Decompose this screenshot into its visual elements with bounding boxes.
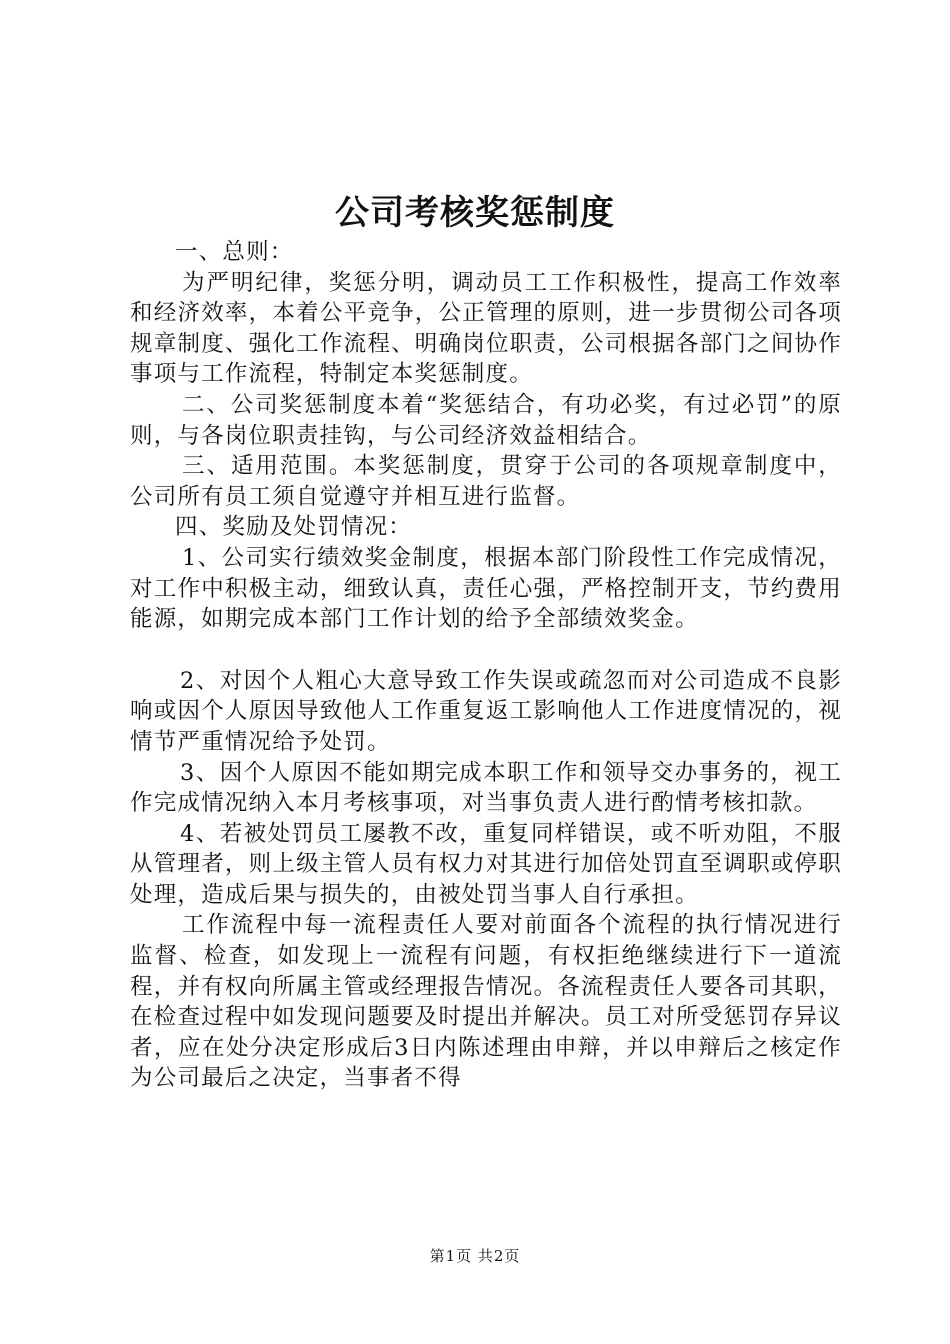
document-title: 公司考核奖惩制度: [335, 193, 615, 233]
paragraph-item-4: 4、若被处罚员工屡教不改，重复同样错误，或不听劝阻，不服从管理者，则上级主管人员有权力对其进行加倍处罚直至调职或停职处理，造成后果与损失的，由被处罚当事人自行承担。: [130, 820, 842, 908]
paragraph-workflow: 工作流程中每一流程责任人要对前面各个流程的执行情况进行监督、检查，如发现上一流程有问题，有权拒绝继续进行下一道流程，并有权向所属主管或经理报告情况。各流程责任人要各司其职，在检查过程中如发现问题要及时提出并解决。员工对所受惩罚存异议者，应在处分决定形成后3日内陈述理由申辩，并以申辩后之核定作为公司最后之决定，当事者不得: [130, 912, 842, 1092]
section-heading-rewards-penalties: 四、奖励及处罚情况：: [175, 514, 413, 541]
paragraph-item-2: 2、对因个人粗心大意导致工作失误或疏忽而对公司造成不良影响或因个人原因导致他人工作重复返工影响他人工作进度情况的，视情节严重情况给予处罚。: [130, 667, 842, 755]
paragraph-scope: 三、适用范围。本奖惩制度，贯穿于公司的各项规章制度中，公司所有员工须自觉遵守并相互进行监督。: [130, 453, 842, 510]
section-heading-general: 一、总则：: [175, 239, 294, 265]
paragraph-purpose: 为严明纪律，奖惩分明，调动员工工作积极性，提高工作效率和经济效率，本着公平竞争，公正管理的原则，进一步贯彻公司各项规章制度、强化工作流程、明确岗位职责，公司根据各部门之间协作事项与工作流程，特制定本奖惩制度。: [130, 269, 842, 388]
paragraph-principle: 二、公司奖惩制度本着“奖惩结合，有功必奖，有过必罚”的原则，与各岗位职责挂钩，与公司经济效益相结合。: [130, 391, 842, 449]
page-footer: 第1页 共2页: [429, 1247, 521, 1265]
paragraph-spacer: [130, 635, 842, 666]
paragraph-item-3: 3、因个人原因不能如期完成本职工作和领导交办事务的，视工作完成情况纳入本月考核事项，对当事负责人进行酌情考核扣款。: [130, 759, 842, 817]
document-body: [130, 237, 842, 1094]
paragraph-item-1: 1、公司实行绩效奖金制度，根据本部门阶段性工作完成情况，对工作中积极主动，细致认真，责任心强，严格控制开支，节约费用能源，如期完成本部门工作计划的给予全部绩效奖金。: [130, 544, 842, 633]
